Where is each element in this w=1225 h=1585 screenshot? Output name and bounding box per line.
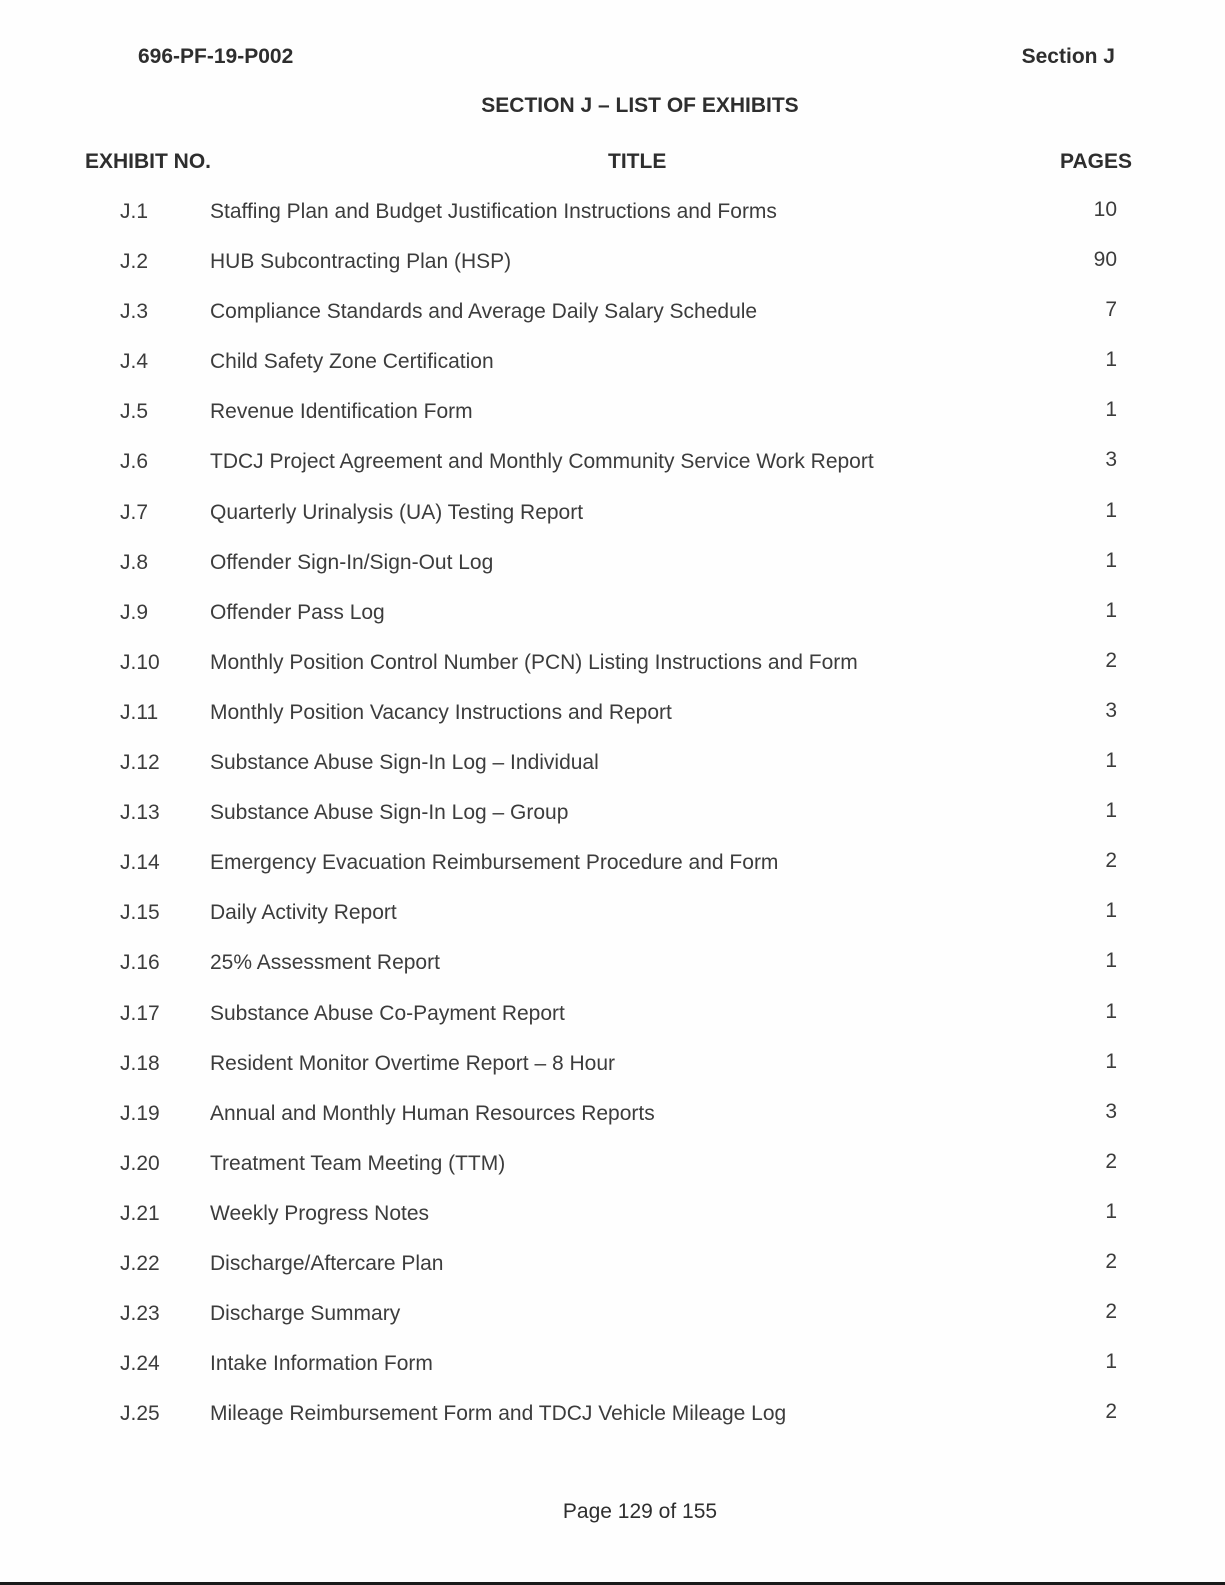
exhibit-number: J.16 xyxy=(120,951,160,975)
exhibit-number: J.2 xyxy=(120,250,149,274)
exhibit-pages: 2 xyxy=(1105,1400,1117,1424)
exhibit-row xyxy=(0,539,1225,589)
exhibit-title: Monthly Position Vacancy Instructions and Report xyxy=(210,700,672,724)
exhibit-title: Staffing Plan and Budget Justification Instructions and Forms xyxy=(210,200,777,223)
exhibit-pages: 3 xyxy=(1105,448,1117,472)
exhibit-row xyxy=(0,288,1225,338)
exhibit-number: J.1 xyxy=(120,200,149,223)
exhibit-title: Revenue Identification Form xyxy=(210,400,473,424)
exhibit-pages: 7 xyxy=(1105,298,1117,322)
exhibit-row xyxy=(0,990,1225,1040)
exhibit-title: Discharge/Aftercare Plan xyxy=(210,1251,444,1275)
exhibit-row xyxy=(0,1040,1225,1090)
exhibit-title: Child Safety Zone Certification xyxy=(210,350,494,374)
exhibit-pages: 90 xyxy=(1093,248,1117,272)
exhibit-title: Treatment Team Meeting (TTM) xyxy=(210,1151,506,1175)
exhibit-title: Annual and Monthly Human Resources Reports xyxy=(210,1101,655,1125)
exhibit-pages: 1 xyxy=(1105,398,1117,422)
exhibit-title: Substance Abuse Co-Payment Report xyxy=(210,1001,565,1025)
exhibit-row xyxy=(0,639,1225,689)
exhibit-pages: 1 xyxy=(1105,1049,1117,1073)
column-header-title: TITLE xyxy=(608,150,667,173)
exhibit-number: J.9 xyxy=(120,600,149,624)
page-number: Page 129 of 155 xyxy=(562,1500,718,1523)
exhibit-title: Monthly Position Control Number (PCN) Listing Instructions and Form xyxy=(210,650,858,674)
exhibit-number: J.4 xyxy=(120,350,149,374)
exhibit-list xyxy=(0,188,1225,1440)
exhibit-row xyxy=(0,1390,1225,1440)
exhibit-number: J.24 xyxy=(120,1352,160,1376)
exhibit-pages: 1 xyxy=(1105,799,1117,823)
exhibit-row xyxy=(0,388,1225,438)
exhibit-title: Offender Pass Log xyxy=(210,600,385,624)
exhibit-title: Mileage Reimbursement Form and TDCJ Vehicle Mileage Log xyxy=(210,1402,787,1426)
exhibit-pages: 1 xyxy=(1105,348,1117,372)
page-title: SECTION J – LIST OF EXHIBITS xyxy=(481,94,799,117)
exhibit-number: J.12 xyxy=(120,751,160,775)
exhibit-pages: 1 xyxy=(1105,999,1117,1023)
exhibit-row xyxy=(0,489,1225,539)
column-header-pages: PAGES xyxy=(1060,150,1132,173)
exhibit-pages: 1 xyxy=(1105,899,1117,923)
exhibit-pages: 1 xyxy=(1105,498,1117,522)
exhibit-row xyxy=(0,889,1225,939)
exhibit-row xyxy=(0,238,1225,288)
exhibit-title: Substance Abuse Sign-In Log – Individual xyxy=(210,751,599,775)
exhibit-number: J.3 xyxy=(120,300,149,324)
exhibit-pages: 1 xyxy=(1105,749,1117,773)
exhibit-row xyxy=(0,1190,1225,1240)
exhibit-title: Emergency Evacuation Reimbursement Procedure and Form xyxy=(210,851,779,875)
exhibit-row xyxy=(0,1340,1225,1390)
exhibit-number: J.17 xyxy=(120,1001,160,1025)
exhibit-number: J.14 xyxy=(120,851,160,875)
exhibit-title: Daily Activity Report xyxy=(210,901,397,925)
exhibit-number: J.23 xyxy=(120,1302,160,1326)
exhibit-pages: 1 xyxy=(1105,548,1117,572)
exhibit-number: J.13 xyxy=(120,801,160,825)
exhibit-number: J.11 xyxy=(120,700,159,724)
exhibit-row xyxy=(0,338,1225,388)
exhibit-row xyxy=(0,789,1225,839)
exhibit-pages: 2 xyxy=(1105,1300,1117,1324)
exhibit-number: J.6 xyxy=(120,450,149,474)
exhibit-number: J.5 xyxy=(120,400,149,424)
exhibit-row xyxy=(0,1090,1225,1140)
exhibit-title: Weekly Progress Notes xyxy=(210,1201,430,1225)
document-number: 696-PF-19-P002 xyxy=(138,45,294,68)
exhibit-title: Intake Information Form xyxy=(210,1352,433,1376)
exhibit-number: J.25 xyxy=(120,1402,160,1426)
exhibit-title: HUB Subcontracting Plan (HSP) xyxy=(210,250,512,274)
exhibit-number: J.22 xyxy=(120,1251,160,1275)
exhibit-title: Substance Abuse Sign-In Log – Group xyxy=(210,801,569,825)
column-header-exhibit-no: EXHIBIT NO. xyxy=(85,150,212,173)
exhibit-pages: 10 xyxy=(1093,198,1117,221)
exhibit-number: J.8 xyxy=(120,550,149,574)
exhibit-row xyxy=(0,1290,1225,1340)
exhibit-number: J.19 xyxy=(120,1101,160,1125)
exhibit-row xyxy=(0,438,1225,488)
exhibit-row xyxy=(0,839,1225,889)
exhibit-row xyxy=(0,739,1225,789)
exhibit-row xyxy=(0,939,1225,989)
exhibit-title: Discharge Summary xyxy=(210,1302,401,1326)
exhibit-title: Quarterly Urinalysis (UA) Testing Report xyxy=(210,500,584,524)
exhibit-pages: 2 xyxy=(1105,849,1117,873)
exhibit-number: J.21 xyxy=(120,1201,160,1225)
exhibit-title: 25% Assessment Report xyxy=(210,951,440,975)
exhibit-pages: 2 xyxy=(1105,1249,1117,1273)
exhibit-title: TDCJ Project Agreement and Monthly Community Service Work Report xyxy=(210,450,874,474)
exhibit-row xyxy=(0,589,1225,639)
exhibit-pages: 3 xyxy=(1105,698,1117,722)
exhibit-number: J.20 xyxy=(120,1151,160,1175)
exhibit-title: Compliance Standards and Average Daily Salary Schedule xyxy=(210,300,758,324)
exhibit-number: J.15 xyxy=(120,901,160,925)
section-label: Section J xyxy=(1021,45,1115,68)
exhibit-number: J.7 xyxy=(120,500,149,524)
exhibit-row xyxy=(0,689,1225,739)
exhibit-pages: 3 xyxy=(1105,1099,1117,1123)
exhibit-pages: 1 xyxy=(1105,598,1117,622)
exhibit-pages: 1 xyxy=(1105,949,1117,973)
exhibit-pages: 1 xyxy=(1105,1199,1117,1223)
exhibit-pages: 2 xyxy=(1105,648,1117,672)
exhibit-row xyxy=(0,1240,1225,1290)
exhibit-number: J.18 xyxy=(120,1051,160,1075)
exhibit-pages: 1 xyxy=(1105,1350,1117,1374)
exhibit-row xyxy=(0,1140,1225,1190)
exhibit-title: Resident Monitor Overtime Report – 8 Hour xyxy=(210,1051,615,1075)
exhibit-row xyxy=(0,188,1225,238)
exhibit-pages: 2 xyxy=(1105,1149,1117,1173)
exhibit-title: Offender Sign-In/Sign-Out Log xyxy=(210,550,494,574)
exhibit-number: J.10 xyxy=(120,650,160,674)
